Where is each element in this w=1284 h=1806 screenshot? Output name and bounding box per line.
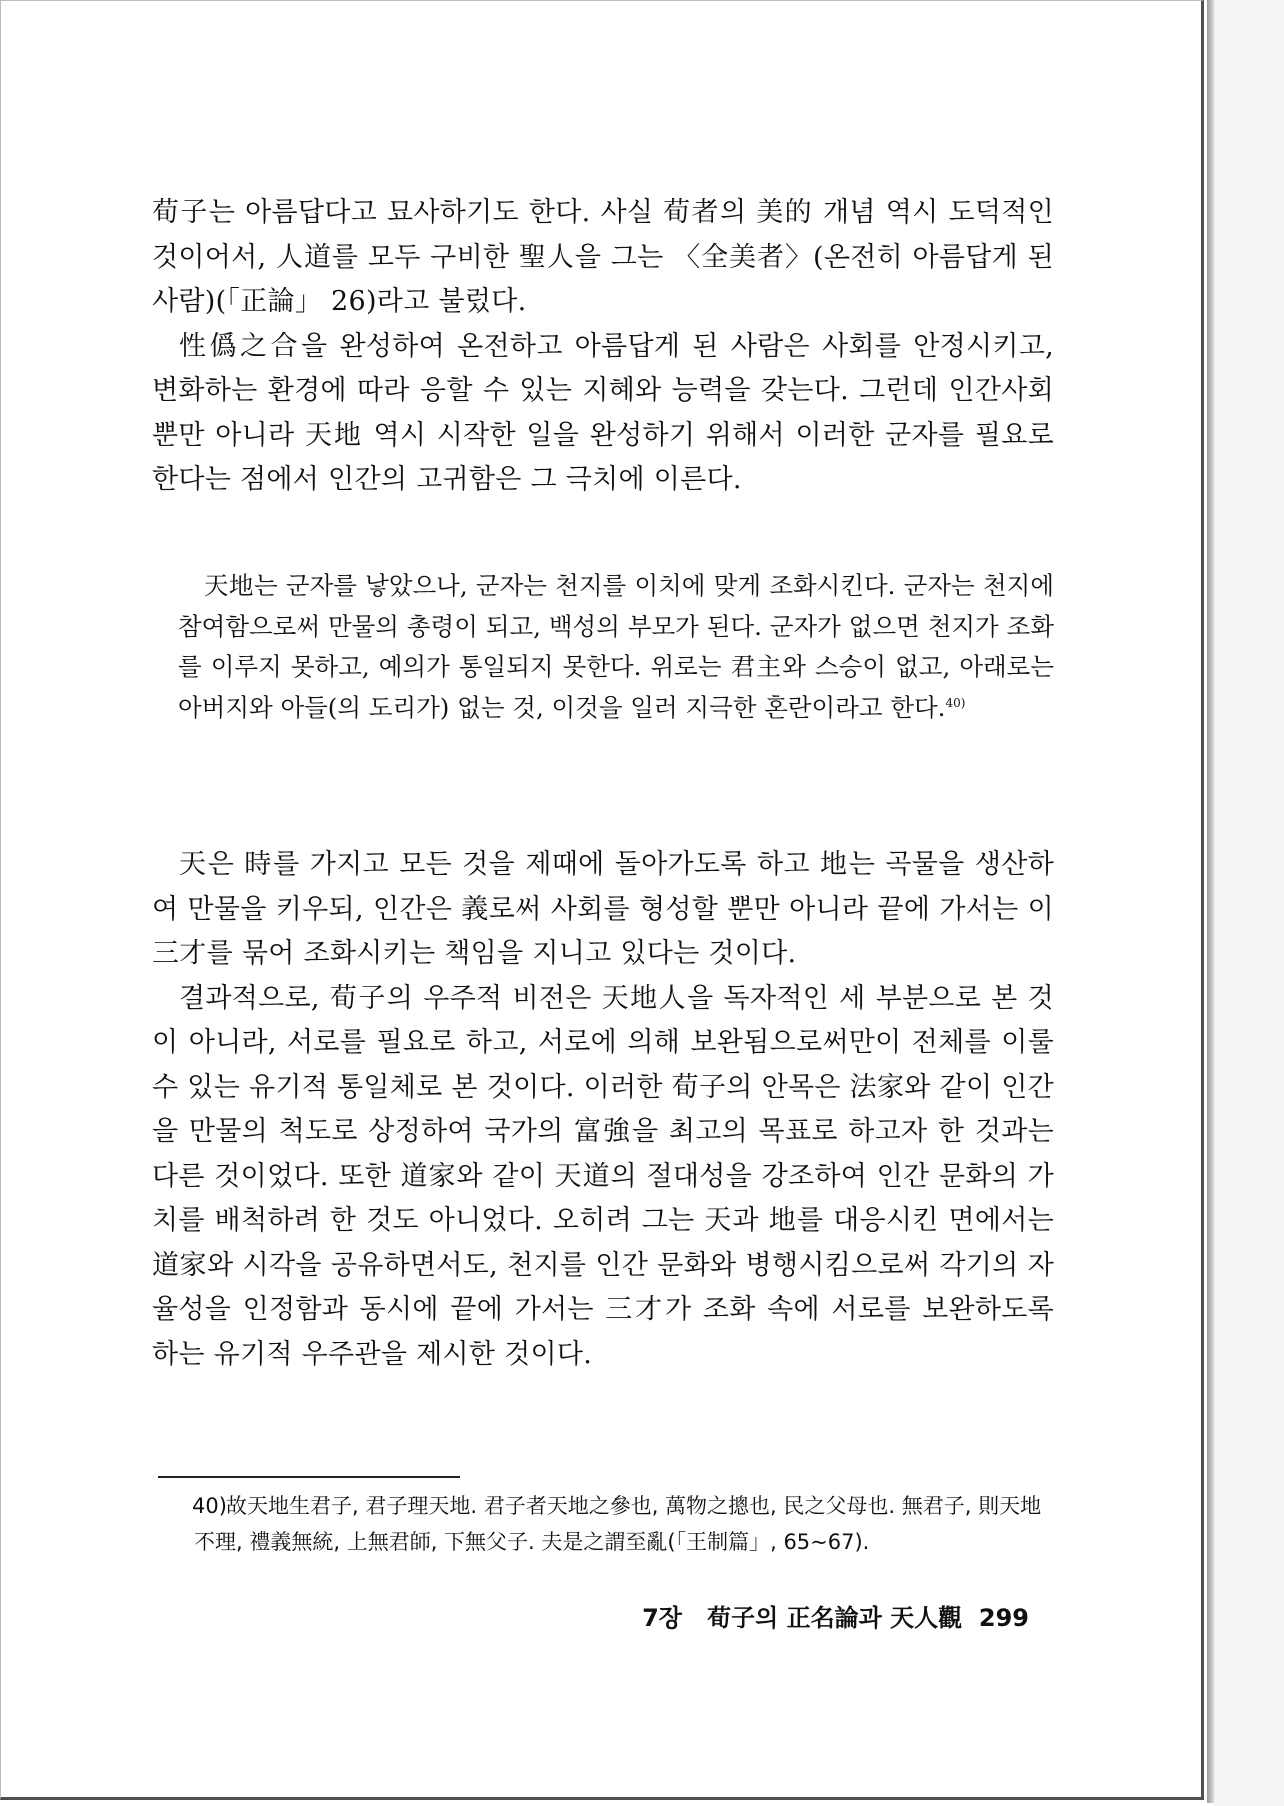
- page-edge-shadow: [1207, 0, 1214, 1803]
- paragraph-3: 天은 時를 가지고 모든 것을 제때에 돌아가도록 하고 地는 곡물을 생산하여 만물을 키우되, 인간은 義로써 사회를 형성할 뿐만 아니라 끝에 가서는 이 三才를 묶어 조화시키는 책임을 지니고 있다는 것이다.: [152, 849, 1054, 969]
- footnote-40: [194, 1488, 1060, 1560]
- paragraph-4: 결과적으로, 荀子의 우주적 비전은 天地人을 독자적인 세 부분으로 본 것이 아니라, 서로를 필요로 하고, 서로에 의해 보완됨으로써만이 전체를 이룰 수 있는 유기적 통일체로 본 것이다. 이러한 荀子의 안목은 法家와 같이 인간을 만물의 척도로 상정하여 국가의 富強을 최고의 목표로 하고자 한 것과는 다른 것이었다. 또한 道家와 같이 天道의 절대성을 강조하여 인간 문화의 가치를 배척하려 한 것도 아니었다. 오히려 그는 天과 地를 대응시킨 면에서는 道家와 시각을 공유하면서도, 천지를 인간 문화와 병행시킴으로써 각기의 자율성을 인정함과 동시에 끝에 가서는 三才가 조화 속에 서로를 보완하도록 하는 유기적 우주관을 제시한 것이다.: [152, 982, 1054, 1370]
- page-number: 299: [978, 1604, 1029, 1632]
- page-background-margin: [1214, 0, 1284, 1806]
- footnote-reference: 40): [945, 695, 966, 710]
- running-footer: [642, 1598, 1029, 1633]
- footer-title: 荀子의 正名論과 天人觀: [707, 1604, 963, 1632]
- paragraph-2: 性僞之合을 완성하여 온전하고 아름답게 된 사람은 사회를 안정시키고, 변화하는 환경에 따라 응할 수 있는 지혜와 능력을 갖는다. 그런데 인간사회 뿐만 아니라 天地 역시 시작한 일을 완성하기 위해서 이러한 군자를 필요로 한다는 점에서 인간의 고귀함은 그 극치에 이른다.: [152, 330, 1054, 495]
- footnote-number: 40): [192, 1494, 227, 1518]
- footer-chapter: 7장: [642, 1604, 682, 1632]
- paragraph-1: 荀子는 아름답다고 묘사하기도 한다. 사실 荀者의 美的 개념 역시 도덕적인 것이어서, 人道를 모두 구비한 聖人을 그는 〈全美者〉(온전히 아름답게 된 사람)(「正論」 26)라고 불렀다.: [152, 197, 1054, 317]
- body-text-bottom: [152, 843, 1054, 1377]
- footnote-text: 故天地生君子, 君子理天地. 君子者天地之參也, 萬物之摠也, 民之父母也. 無君子, 則天地不理, 禮義無統, 上無君師, 下無父子. 夫是之謂至亂(「王制篇」, 65~67).: [194, 1494, 1042, 1554]
- body-text-top: [152, 191, 1054, 503]
- footnote-divider: [158, 1476, 460, 1478]
- block-quote: [178, 566, 1054, 728]
- block-quote-text: 天地는 군자를 낳았으나, 군자는 천지를 이치에 맞게 조화시킨다. 군자는 천지에 참여함으로써 만물의 총령이 되고, 백성의 부모가 된다. 군자가 없으면 천지가 조화를 이루지 못하고, 예의가 통일되지 못한다. 위로는 君主와 스승이 없고, 아래로는 아버지와 아들(의 도리가) 없는 것, 이것을 일러 지극한 혼란이라고 한다.: [178, 571, 1054, 722]
